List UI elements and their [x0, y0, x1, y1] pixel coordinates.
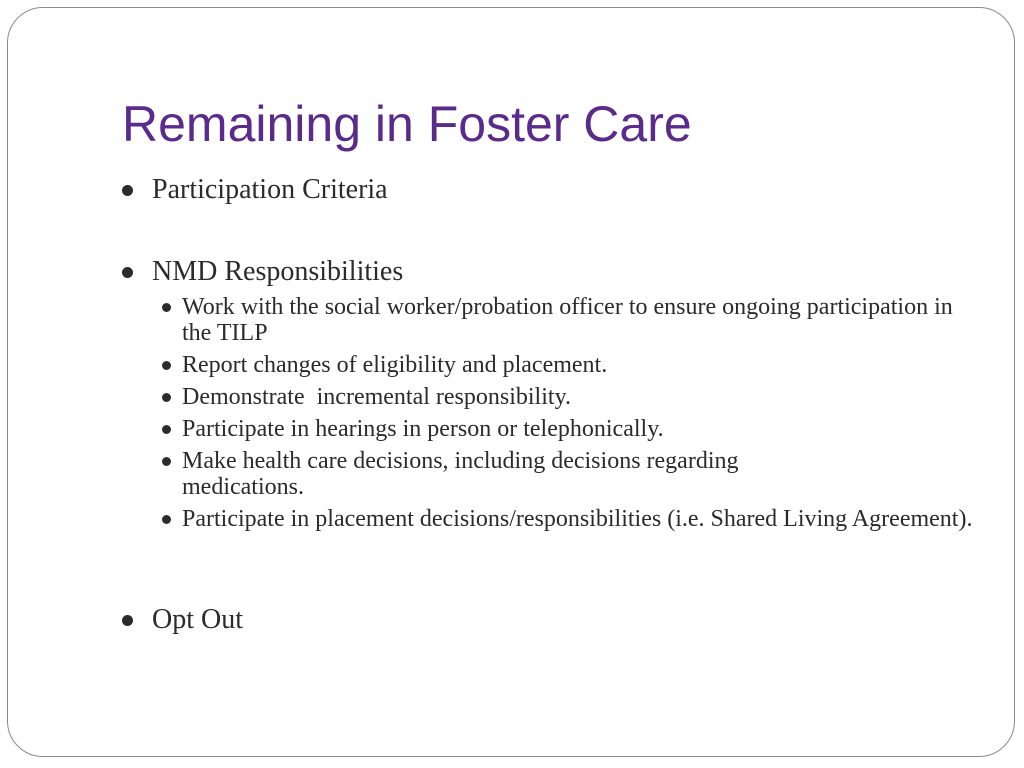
bullet-dot-icon — [122, 185, 133, 196]
sub-bullet-item — [162, 384, 974, 410]
bullet-dot-icon — [122, 615, 133, 626]
sub-bullet-text: Work with the social worker/probation officer to ensure ongoing participation in the TILP — [182, 294, 953, 346]
sub-bullet-item — [162, 352, 974, 378]
sub-bullet-dot-icon — [162, 457, 171, 466]
sub-bullet-dot-icon — [162, 361, 171, 370]
sub-bullet-text: Participate in hearings in person or telephonically. — [182, 416, 664, 442]
sub-bullet-item — [162, 416, 974, 442]
sub-bullet-item — [162, 294, 974, 346]
bullet-label: Participation Criteria — [152, 174, 388, 205]
sub-bullet-text: Report changes of eligibility and placement. — [182, 352, 608, 378]
slide-title: Remaining in Foster Care — [122, 96, 692, 152]
sub-bullet-item — [162, 506, 974, 532]
bullet-label: Opt Out — [152, 604, 243, 635]
slide-frame — [7, 7, 1015, 757]
sub-bullet-dot-icon — [162, 393, 171, 402]
sub-bullet-text: Make health care decisions, including decisions regarding medications. — [182, 448, 739, 500]
sub-bullet-dot-icon — [162, 515, 171, 524]
bullet-label: NMD Responsibilities — [152, 256, 404, 287]
sub-bullet-text: Participate in placement decisions/responsibilities (i.e. Shared Living Agreement). — [182, 506, 973, 532]
sub-bullet-item — [162, 448, 974, 500]
sub-bullet-dot-icon — [162, 425, 171, 434]
bullet-dot-icon — [122, 267, 133, 278]
sub-bullet-text: Demonstrate incremental responsibility. — [182, 384, 572, 410]
sub-bullet-dot-icon — [162, 303, 171, 312]
